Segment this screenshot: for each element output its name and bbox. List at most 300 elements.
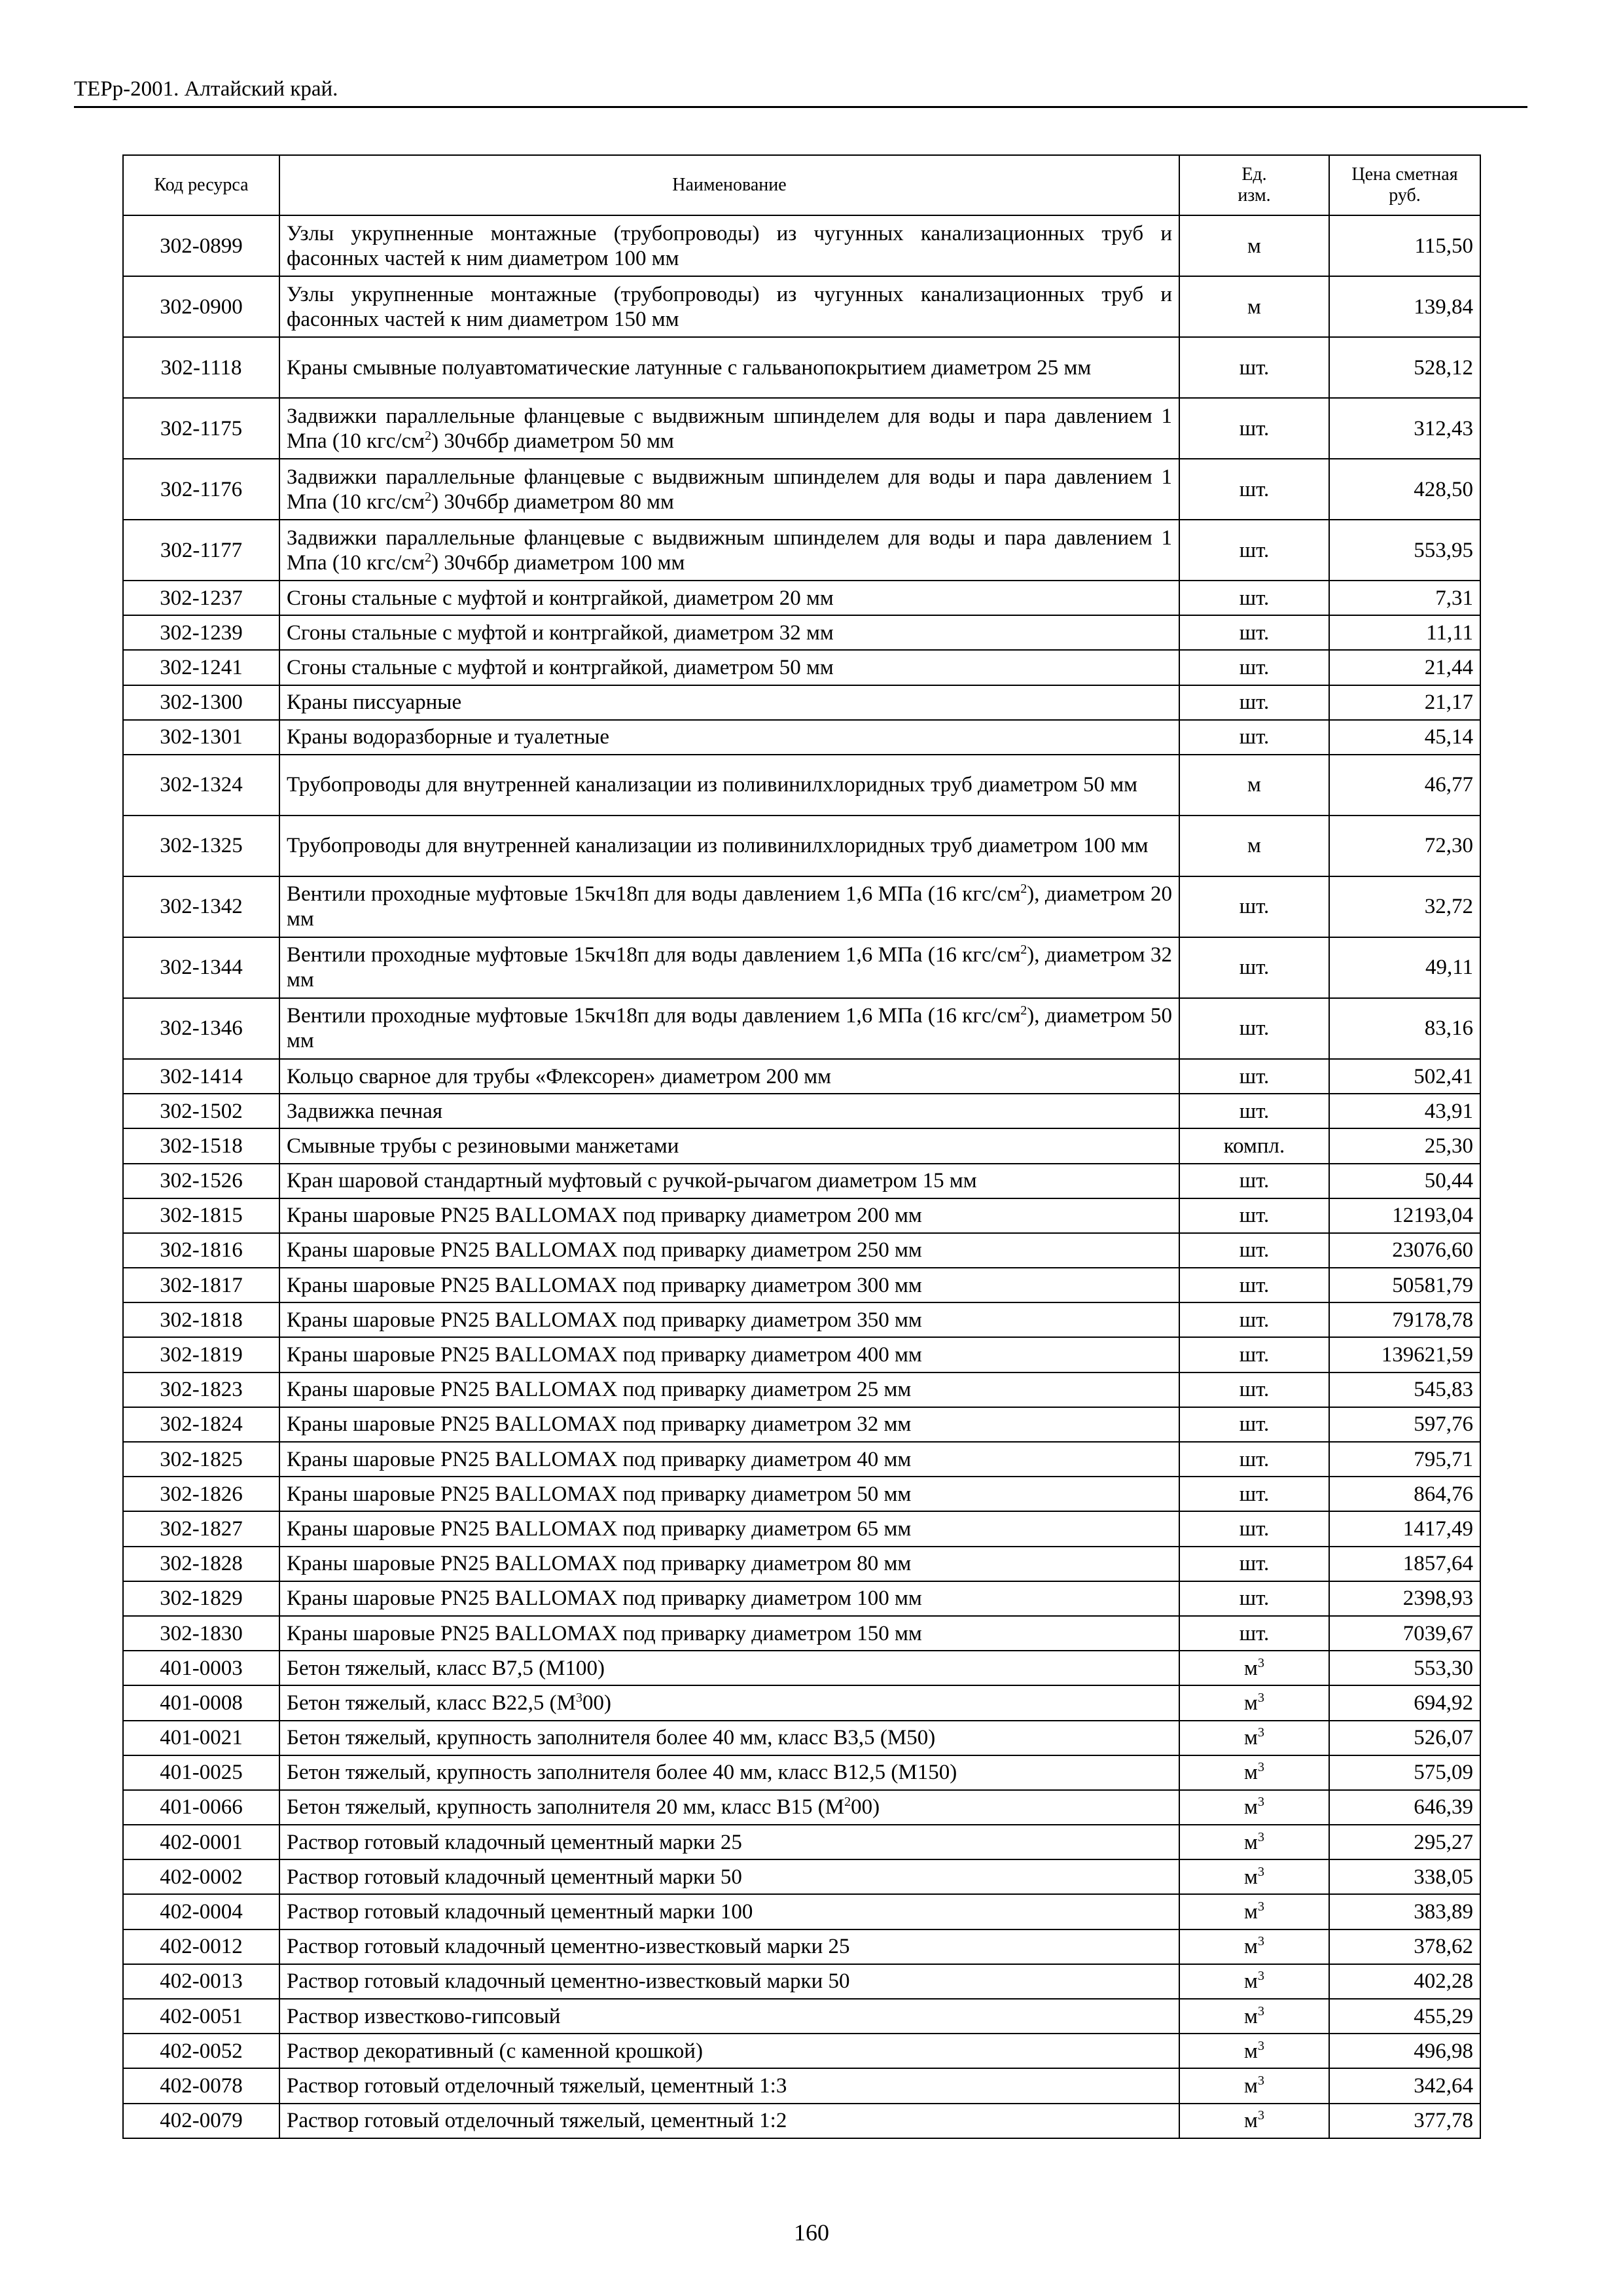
- resource-name: Трубопроводы для внутренней канализации из поливинилхлоридных труб диаметром 50 мм: [279, 755, 1179, 816]
- resource-code: 302-1817: [123, 1268, 279, 1302]
- page-number: 160: [794, 2219, 829, 2246]
- resource-name: Краны шаровые PN25 BALLOMAX под приварку диаметром 32 мм: [279, 1407, 1179, 1442]
- resource-name: Краны шаровые PN25 BALLOMAX под приварку диаметром 200 мм: [279, 1198, 1179, 1233]
- unit-of-measure: [1179, 1511, 1329, 1546]
- unit-of-measure: [1179, 1442, 1329, 1477]
- estimated-price: 139,84: [1329, 276, 1480, 337]
- table-row: [123, 1964, 1480, 1999]
- unit-text: шт.: [1239, 1169, 1270, 1193]
- unit-text: м: [1244, 1795, 1258, 1820]
- estimated-price: 496,98: [1329, 2034, 1480, 2068]
- unit-superscript: 3: [1257, 1864, 1264, 1879]
- unit-of-measure: [1179, 1059, 1329, 1094]
- unit-text: м: [1244, 2004, 1258, 2028]
- estimated-price: 526,07: [1329, 1721, 1480, 1755]
- unit-of-measure: [1179, 1372, 1329, 1407]
- unit-of-measure: [1179, 2068, 1329, 2103]
- estimated-price: 383,89: [1329, 1894, 1480, 1929]
- estimated-price: 502,41: [1329, 1059, 1480, 1094]
- unit-text: м: [1244, 2039, 1258, 2063]
- resource-name-text: ) 30ч6бр диаметром 80 мм: [431, 490, 674, 514]
- resource-name: Краны шаровые PN25 BALLOMAX под приварку диаметром 50 мм: [279, 1477, 1179, 1511]
- unit-text: шт.: [1239, 956, 1270, 980]
- resource-name: [279, 1790, 1179, 1825]
- estimated-price: 83,16: [1329, 998, 1480, 1059]
- unit-of-measure: [1179, 1233, 1329, 1268]
- table-row: [123, 615, 1480, 650]
- table-row: [123, 1407, 1480, 1442]
- unit-text: шт.: [1239, 1016, 1270, 1041]
- resource-name: Краны шаровые PN25 BALLOMAX под приварку диаметром 350 мм: [279, 1302, 1179, 1337]
- resource-code: 302-1344: [123, 937, 279, 998]
- estimated-price: 553,30: [1329, 1651, 1480, 1685]
- resource-name: Раствор готовый кладочный цементно-известковый марки 50: [279, 1964, 1179, 1999]
- unit-text: шт.: [1239, 1447, 1270, 1471]
- table-row: [123, 1721, 1480, 1755]
- superscript: 2: [1020, 882, 1027, 897]
- resource-code: 302-1176: [123, 459, 279, 520]
- unit-text: шт.: [1239, 725, 1270, 749]
- resource-code: 302-1175: [123, 398, 279, 459]
- resource-name: Краны шаровые PN25 BALLOMAX под приварку диаметром 40 мм: [279, 1442, 1179, 1477]
- table-row: [123, 1616, 1480, 1651]
- estimated-price: 342,64: [1329, 2068, 1480, 2103]
- column-header-price-line1: Цена сметная: [1351, 164, 1458, 185]
- resource-name-text: ), диаметром 32 мм: [287, 943, 1172, 992]
- resource-code: 302-1819: [123, 1337, 279, 1372]
- resource-name: Краны водоразборные и туалетные: [279, 720, 1179, 755]
- column-header-code: Код ресурса: [123, 155, 279, 215]
- unit-text: шт.: [1239, 691, 1270, 715]
- resource-name: [279, 459, 1179, 520]
- estimated-price: 12193,04: [1329, 1198, 1480, 1233]
- unit-superscript: 3: [1257, 2108, 1264, 2123]
- unit-of-measure: [1179, 276, 1329, 337]
- resource-name: [279, 998, 1179, 1059]
- table-row: [123, 998, 1480, 1059]
- unit-of-measure: [1179, 337, 1329, 398]
- estimated-price: 575,09: [1329, 1755, 1480, 1790]
- resource-name: Краны шаровые PN25 BALLOMAX под приварку диаметром 300 мм: [279, 1268, 1179, 1302]
- table-row: [123, 1059, 1480, 1094]
- unit-of-measure: [1179, 755, 1329, 816]
- unit-text: шт.: [1239, 1516, 1270, 1541]
- unit-text: шт.: [1239, 1204, 1270, 1228]
- unit-text: шт.: [1239, 655, 1270, 679]
- estimated-price: 7039,67: [1329, 1616, 1480, 1651]
- unit-text: шт.: [1239, 477, 1270, 501]
- column-header-unit-line1: Ед.: [1241, 164, 1267, 185]
- table-row: [123, 337, 1480, 398]
- unit-of-measure: [1179, 1721, 1329, 1755]
- resource-code: 302-1825: [123, 1442, 279, 1477]
- resource-code: 302-1827: [123, 1511, 279, 1546]
- unit-of-measure: [1179, 1407, 1329, 1442]
- resource-name: Краны шаровые PN25 BALLOMAX под приварку диаметром 150 мм: [279, 1616, 1179, 1651]
- resource-name: Раствор готовый кладочный цементно-известковый марки 25: [279, 1929, 1179, 1964]
- resource-name: Раствор готовый кладочный цементный марки 100: [279, 1894, 1179, 1929]
- resource-name-text: Задвижки параллельные фланцевые с выдвижным шпинделем для воды и пара давлением 1 Мпа (10 кгс/см: [287, 404, 1172, 453]
- table-row: [123, 937, 1480, 998]
- resource-name: Кольцо сварное для трубы «Флексорен» диаметром 200 мм: [279, 1059, 1179, 1094]
- unit-text: шт.: [1239, 1343, 1270, 1367]
- unit-superscript: 3: [1257, 2073, 1264, 2088]
- resource-code: 302-1502: [123, 1094, 279, 1128]
- table-row: [123, 685, 1480, 720]
- resource-name: Сгоны стальные с муфтой и контргайкой, диаметром 32 мм: [279, 615, 1179, 650]
- resource-code: 402-0002: [123, 1859, 279, 1894]
- estimated-price: 528,12: [1329, 337, 1480, 398]
- unit-of-measure: [1179, 1685, 1329, 1720]
- unit-text: м: [1244, 1830, 1258, 1854]
- column-header-unit: [1179, 155, 1329, 215]
- unit-of-measure: [1179, 2104, 1329, 2138]
- table-row: [123, 876, 1480, 937]
- resource-name: Краны смывные полуавтоматические латунные с гальванопокрытием диаметром 25 мм: [279, 337, 1179, 398]
- resource-name: Краны писсуарные: [279, 685, 1179, 720]
- superscript: 2: [1020, 1003, 1027, 1018]
- unit-of-measure: [1179, 1477, 1329, 1511]
- estimated-price: 402,28: [1329, 1964, 1480, 1999]
- estimated-price: 597,76: [1329, 1407, 1480, 1442]
- unit-superscript: 3: [1257, 2003, 1264, 2018]
- resource-name: Краны шаровые PN25 BALLOMAX под приварку диаметром 250 мм: [279, 1233, 1179, 1268]
- estimated-price: 1857,64: [1329, 1547, 1480, 1581]
- estimated-price: 49,11: [1329, 937, 1480, 998]
- unit-of-measure: [1179, 1198, 1329, 1233]
- resource-name: Краны шаровые PN25 BALLOMAX под приварку диаметром 100 мм: [279, 1581, 1179, 1616]
- unit-superscript: 3: [1257, 1899, 1264, 1914]
- table-row: [123, 755, 1480, 816]
- resource-name: Бетон тяжелый, класс В7,5 (М100): [279, 1651, 1179, 1685]
- unit-of-measure: [1179, 1859, 1329, 1894]
- table-row: [123, 1477, 1480, 1511]
- resource-code: 402-0078: [123, 2068, 279, 2103]
- resource-code: 302-1826: [123, 1477, 279, 1511]
- unit-text: шт.: [1239, 1378, 1270, 1402]
- superscript: 2: [425, 428, 432, 443]
- unit-superscript: 3: [1257, 1795, 1264, 1810]
- table-row: [123, 816, 1480, 876]
- estimated-price: 428,50: [1329, 459, 1480, 520]
- resource-name: Задвижка печная: [279, 1094, 1179, 1128]
- table-row: [123, 1581, 1480, 1616]
- table-row: [123, 1685, 1480, 1720]
- unit-text: шт.: [1239, 1064, 1270, 1088]
- resource-name-text: Бетон тяжелый, крупность заполнителя 20 мм, класс В15 (М: [287, 1795, 845, 1820]
- column-header-name: Наименование: [279, 155, 1179, 215]
- superscript: 2: [1020, 942, 1027, 958]
- unit-of-measure: [1179, 1268, 1329, 1302]
- estimated-price: 50581,79: [1329, 1268, 1480, 1302]
- unit-text: шт.: [1239, 1552, 1270, 1576]
- unit-of-measure: [1179, 650, 1329, 685]
- resource-code: 302-1818: [123, 1302, 279, 1337]
- resource-name: Краны шаровые PN25 BALLOMAX под приварку диаметром 25 мм: [279, 1372, 1179, 1407]
- unit-of-measure: [1179, 1929, 1329, 1964]
- resource-code: 401-0025: [123, 1755, 279, 1790]
- estimated-price: 545,83: [1329, 1372, 1480, 1407]
- column-header-price: [1329, 155, 1480, 215]
- estimated-price: 21,44: [1329, 650, 1480, 685]
- superscript: 2: [425, 550, 432, 565]
- estimated-price: 795,71: [1329, 1442, 1480, 1477]
- resource-code: 302-1526: [123, 1164, 279, 1198]
- resource-name: Трубопроводы для внутренней канализации из поливинилхлоридных труб диаметром 100 мм: [279, 816, 1179, 876]
- table-row: [123, 1790, 1480, 1825]
- estimated-price: 646,39: [1329, 1790, 1480, 1825]
- superscript: 2: [425, 489, 432, 504]
- price-table: [122, 154, 1481, 2139]
- resource-code: 302-0899: [123, 215, 279, 276]
- table-row: [123, 2068, 1480, 2103]
- table-row: [123, 1511, 1480, 1546]
- resource-code: 402-0052: [123, 2034, 279, 2068]
- table-row: [123, 720, 1480, 755]
- unit-superscript: 3: [1257, 1690, 1264, 1705]
- unit-text: шт.: [1239, 1308, 1270, 1332]
- unit-of-measure: [1179, 1094, 1329, 1128]
- estimated-price: 50,44: [1329, 1164, 1480, 1198]
- unit-of-measure: [1179, 1894, 1329, 1929]
- resource-name: Узлы укрупненные монтажные (трубопроводы) из чугунных канализационных труб и фасонных частей к ним диаметром 100 мм: [279, 215, 1179, 276]
- table-row: [123, 1302, 1480, 1337]
- resource-name-text: ), диаметром 50 мм: [287, 1004, 1172, 1053]
- estimated-price: 139621,59: [1329, 1337, 1480, 1372]
- resource-code: 401-0021: [123, 1721, 279, 1755]
- resource-name: Раствор готовый кладочный цементный марки 25: [279, 1825, 1179, 1859]
- unit-text: м: [1247, 834, 1261, 858]
- resource-name-text: ), диаметром 20 мм: [287, 882, 1172, 931]
- unit-superscript: 3: [1257, 2038, 1264, 2053]
- unit-text: м: [1244, 1656, 1258, 1680]
- column-header-price-line2: руб.: [1389, 185, 1421, 206]
- estimated-price: 864,76: [1329, 1477, 1480, 1511]
- resource-code: 402-0001: [123, 1825, 279, 1859]
- table-row: [123, 581, 1480, 615]
- resource-code: 401-0003: [123, 1651, 279, 1685]
- table-row: [123, 520, 1480, 581]
- unit-of-measure: [1179, 398, 1329, 459]
- resource-code: 402-0013: [123, 1964, 279, 1999]
- unit-text: шт.: [1239, 1587, 1270, 1611]
- unit-superscript: 3: [1257, 1934, 1264, 1949]
- unit-text: шт.: [1239, 1238, 1270, 1263]
- table-row: [123, 1094, 1480, 1128]
- resource-code: 302-1346: [123, 998, 279, 1059]
- resource-name: [279, 1685, 1179, 1720]
- unit-superscript: 3: [1257, 1760, 1264, 1775]
- document-title: ТЕРр-2001. Алтайский край.: [74, 77, 338, 101]
- unit-superscript: 3: [1257, 1829, 1264, 1844]
- table-row: [123, 1268, 1480, 1302]
- estimated-price: 32,72: [1329, 876, 1480, 937]
- table-row: [123, 1755, 1480, 1790]
- table-row: [123, 1651, 1480, 1685]
- unit-text: шт.: [1239, 1482, 1270, 1506]
- resource-name: Краны шаровые PN25 BALLOMAX под приварку диаметром 80 мм: [279, 1547, 1179, 1581]
- resource-code: 302-1816: [123, 1233, 279, 1268]
- estimated-price: 312,43: [1329, 398, 1480, 459]
- unit-text: шт.: [1239, 355, 1270, 380]
- unit-of-measure: [1179, 1964, 1329, 1999]
- table-row: [123, 1825, 1480, 1859]
- table-row: [123, 398, 1480, 459]
- resource-name: Раствор готовый отделочный тяжелый, цементный 1:2: [279, 2104, 1179, 2138]
- resource-name: Раствор готовый кладочный цементный марки 50: [279, 1859, 1179, 1894]
- estimated-price: 46,77: [1329, 755, 1480, 816]
- column-header-unit-line2: изм.: [1238, 185, 1271, 206]
- resource-name: Раствор известково-гипсовый: [279, 1999, 1179, 2034]
- table-row: [123, 1929, 1480, 1964]
- resource-name: Смывные трубы с резиновыми манжетами: [279, 1128, 1179, 1163]
- unit-text: шт.: [1239, 1273, 1270, 1297]
- unit-text: м: [1244, 2073, 1258, 2098]
- resource-code: 302-1324: [123, 755, 279, 816]
- page-header: [74, 73, 1527, 108]
- unit-of-measure: [1179, 1616, 1329, 1651]
- unit-of-measure: [1179, 1755, 1329, 1790]
- resource-code: 302-1823: [123, 1372, 279, 1407]
- unit-of-measure: [1179, 816, 1329, 876]
- unit-text: м: [1247, 773, 1261, 797]
- resource-code: 401-0008: [123, 1685, 279, 1720]
- resource-name: Раствор готовый отделочный тяжелый, цементный 1:3: [279, 2068, 1179, 2103]
- resource-code: 302-1342: [123, 876, 279, 937]
- estimated-price: 72,30: [1329, 816, 1480, 876]
- resource-name: [279, 937, 1179, 998]
- unit-of-measure: [1179, 520, 1329, 581]
- resource-code: 302-1300: [123, 685, 279, 720]
- unit-of-measure: [1179, 720, 1329, 755]
- unit-text: шт.: [1239, 538, 1270, 562]
- unit-of-measure: [1179, 215, 1329, 276]
- estimated-price: 79178,78: [1329, 1302, 1480, 1337]
- unit-text: шт.: [1239, 1412, 1270, 1437]
- estimated-price: 25,30: [1329, 1128, 1480, 1163]
- unit-text: м: [1244, 1691, 1258, 1715]
- unit-of-measure: [1179, 1999, 1329, 2034]
- resource-name-text: Вентили проходные муфтовые 15кч18п для воды давлением 1,6 МПа (16 кгс/см: [287, 943, 1021, 967]
- estimated-price: 115,50: [1329, 215, 1480, 276]
- estimated-price: 553,95: [1329, 520, 1480, 581]
- table-row: [123, 1128, 1480, 1163]
- unit-of-measure: [1179, 998, 1329, 1059]
- table-row: [123, 276, 1480, 337]
- estimated-price: 378,62: [1329, 1929, 1480, 1964]
- resource-name-text: Задвижки параллельные фланцевые с выдвижным шпинделем для воды и пара давлением 1 Мпа (10 кгс/см: [287, 465, 1172, 514]
- unit-text: м: [1244, 1969, 1258, 1994]
- table-row: [123, 1999, 1480, 2034]
- resource-name: Раствор декоративный (с каменной крошкой): [279, 2034, 1179, 2068]
- unit-text: м: [1244, 1900, 1258, 1924]
- resource-name-text: 00): [851, 1795, 880, 1820]
- resource-name-text: Задвижки параллельные фланцевые с выдвижным шпинделем для воды и пара давлением 1 Мпа (10 кгс/см: [287, 526, 1172, 575]
- resource-code: 302-1815: [123, 1198, 279, 1233]
- resource-code: 302-1237: [123, 581, 279, 615]
- table-row: [123, 1233, 1480, 1268]
- table-row: [123, 1372, 1480, 1407]
- table-row: [123, 1547, 1480, 1581]
- superscript: 2: [844, 1795, 851, 1810]
- table-row: [123, 1859, 1480, 1894]
- unit-of-measure: [1179, 1651, 1329, 1685]
- unit-text: шт.: [1239, 1099, 1270, 1123]
- resource-name: Бетон тяжелый, крупность заполнителя более 40 мм, класс В12,5 (М150): [279, 1755, 1179, 1790]
- unit-of-measure: [1179, 876, 1329, 937]
- resource-code: 302-1241: [123, 650, 279, 685]
- unit-text: шт.: [1239, 1621, 1270, 1645]
- resource-code: 402-0051: [123, 1999, 279, 2034]
- unit-of-measure: [1179, 685, 1329, 720]
- resource-name-text: ) 30ч6бр диаметром 100 мм: [431, 550, 685, 575]
- table-row: [123, 650, 1480, 685]
- unit-text: шт.: [1239, 586, 1270, 610]
- unit-text: м: [1247, 234, 1261, 258]
- estimated-price: 377,78: [1329, 2104, 1480, 2138]
- unit-of-measure: [1179, 1128, 1329, 1163]
- unit-text: м: [1244, 1726, 1258, 1750]
- unit-text: м: [1247, 295, 1261, 319]
- resource-code: 302-1518: [123, 1128, 279, 1163]
- resource-code: 302-1301: [123, 720, 279, 755]
- resource-code: 302-1414: [123, 1059, 279, 1094]
- table-row: [123, 2034, 1480, 2068]
- unit-text: м: [1244, 1935, 1258, 1959]
- resource-code: 302-1824: [123, 1407, 279, 1442]
- estimated-price: 694,92: [1329, 1685, 1480, 1720]
- estimated-price: 21,17: [1329, 685, 1480, 720]
- resource-code: 302-1830: [123, 1616, 279, 1651]
- resource-code: 402-0079: [123, 2104, 279, 2138]
- estimated-price: 43,91: [1329, 1094, 1480, 1128]
- resource-name: [279, 520, 1179, 581]
- resource-code: 302-1177: [123, 520, 279, 581]
- table-row: [123, 459, 1480, 520]
- table-header-row: [123, 155, 1480, 215]
- resource-name-text: Бетон тяжелый, класс В22,5 (М: [287, 1691, 577, 1715]
- unit-of-measure: [1179, 459, 1329, 520]
- resource-name-text: 00): [582, 1691, 612, 1715]
- resource-code: 402-0004: [123, 1894, 279, 1929]
- table-body: [123, 215, 1480, 2138]
- estimated-price: 338,05: [1329, 1859, 1480, 1894]
- resource-name: Сгоны стальные с муфтой и контргайкой, диаметром 50 мм: [279, 650, 1179, 685]
- unit-of-measure: [1179, 581, 1329, 615]
- estimated-price: 2398,93: [1329, 1581, 1480, 1616]
- unit-of-measure: [1179, 1302, 1329, 1337]
- table-row: [123, 1198, 1480, 1233]
- estimated-price: 295,27: [1329, 1825, 1480, 1859]
- table-row: [123, 1442, 1480, 1477]
- table-row: [123, 215, 1480, 276]
- unit-text: компл.: [1223, 1134, 1285, 1158]
- resource-code: 302-1828: [123, 1547, 279, 1581]
- unit-superscript: 3: [1257, 1725, 1264, 1740]
- resource-name: Узлы укрупненные монтажные (трубопроводы) из чугунных канализационных труб и фасонных частей к ним диаметром 150 мм: [279, 276, 1179, 337]
- unit-of-measure: [1179, 1337, 1329, 1372]
- resource-name: [279, 876, 1179, 937]
- unit-superscript: 3: [1257, 1969, 1264, 1984]
- unit-of-measure: [1179, 1547, 1329, 1581]
- superscript: 3: [576, 1690, 583, 1705]
- estimated-price: 1417,49: [1329, 1511, 1480, 1546]
- resource-code: 302-1829: [123, 1581, 279, 1616]
- unit-text: м: [1244, 1761, 1258, 1785]
- table-row: [123, 1894, 1480, 1929]
- estimated-price: 23076,60: [1329, 1233, 1480, 1268]
- resource-name: Кран шаровой стандартный муфтовый с ручкой-рычагом диаметром 15 мм: [279, 1164, 1179, 1198]
